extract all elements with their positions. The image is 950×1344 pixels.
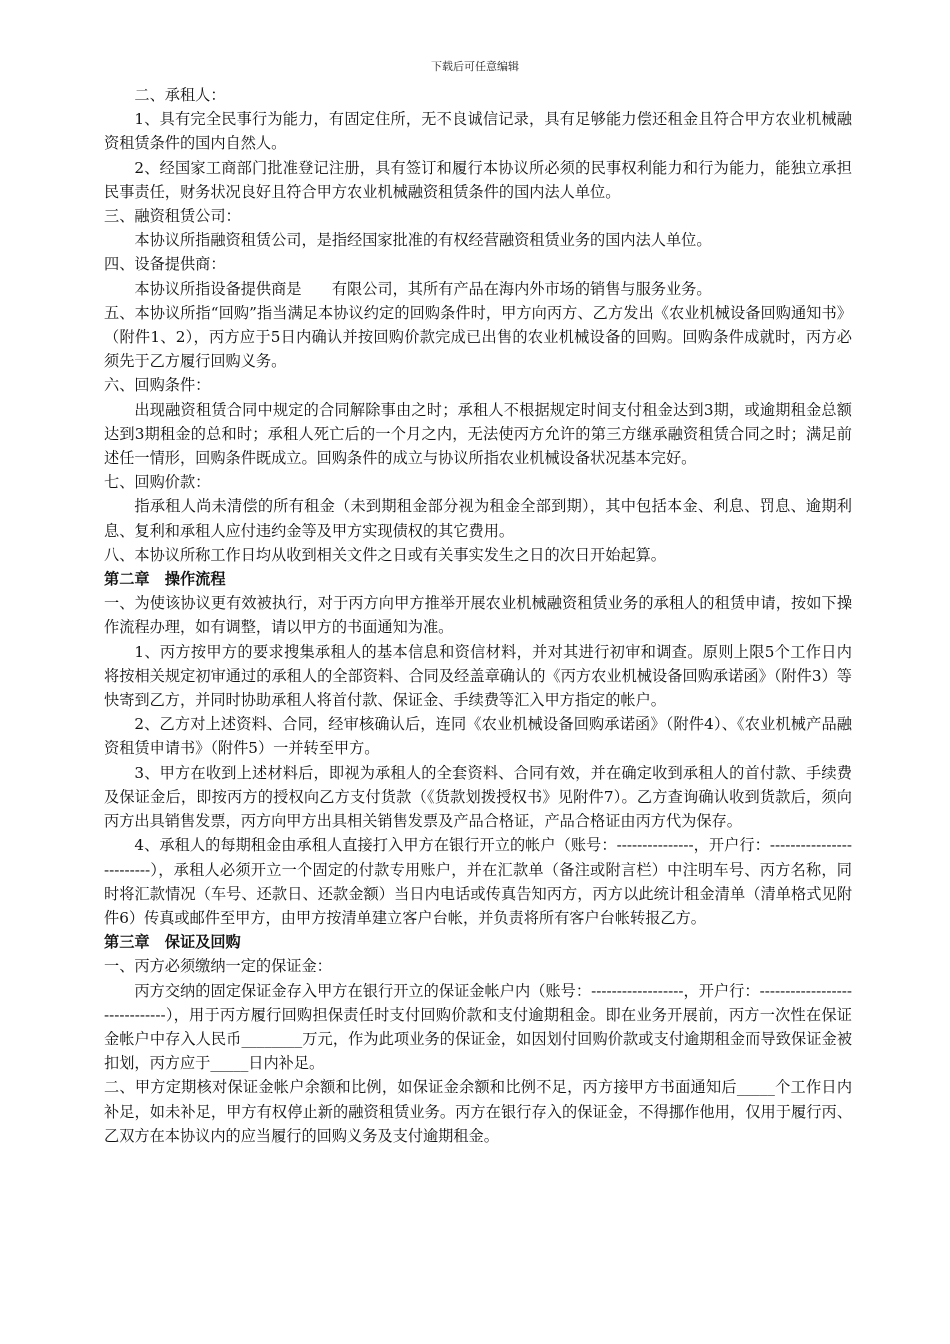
paragraph: 出现融资租赁合同中规定的合同解除事由之时；承租人不根据规定时间支付租金达到3期，或逾期租金总额达到3期租金的总和时；承租人死亡后的一个月之内，无法使丙方允许的第三方继承融资租赁合同之时；满足前述任一情形，回购条件既成立。回购条件的成立与协议所指农业机械设备状况基本完好。 (104, 400, 852, 468)
paragraph: 八、本协议所称工作日均从收到相关文件之日或有关事实发生之日的次日开始起算。 (104, 545, 666, 564)
paragraph: 2、经国家工商部门批准登记注册，具有签订和履行本协议所必须的民事权利能力和行为能力，能独立承担民事责任，财务状况良好且符合甲方农业机械融资租赁条件的国内法人单位。 (104, 158, 852, 201)
chapter-heading: 第三章 保证及回购 (104, 933, 241, 952)
paragraph: 五、本协议所指“回购”指当满足本协议约定的回购条件时，甲方向丙方、乙方发出《农业机械设备回购通知书》（附件1、2），丙方应于5日内确认并按回购价款完成已出售的农业机械设备的回购。回购条件成就时，丙方必须先于乙方履行回购义务。 (104, 303, 852, 371)
paragraph: 指承租人尚未清偿的所有租金（未到期租金部分视为租金全部到期），其中包括本金、利息、罚息、逾期利息、复利和承租人应付违约金等及甲方实现债权的其它费用。 (104, 497, 852, 540)
paragraph: 一、丙方必须缴纳一定的保证金： (104, 957, 332, 976)
paragraph: 本协议所指设备提供商是 有限公司，其所有产品在海内外市场的销售与服务业务。 (134, 279, 712, 298)
paragraph: 1、丙方按甲方的要求搜集承租人的基本信息和资信材料，并对其进行初审和调查。原则上限5个工作日内将按相关规定初审通过的承租人的全部资料、合同及经盖章确认的《丙方农业机械设备回购承诺函》（附件3）等快寄到乙方，并同时协助承租人将首付款、保证金、手续费等汇入甲方指定的帐户。 (104, 642, 852, 710)
paragraph: 1、具有完全民事行为能力，有固定住所，无不良诚信记录，具有足够能力偿还租金且符合甲方农业机械融资租赁条件的国内自然人。 (104, 110, 852, 153)
document-body (104, 83, 852, 1148)
paragraph: 本协议所指融资租赁公司，是指经国家批准的有权经营融资租赁业务的国内法人单位。 (134, 231, 712, 250)
paragraph: 三、融资租赁公司： (104, 207, 241, 226)
paragraph: 4、承租人的每期租金由承租人直接打入甲方在银行开立的帐户（账号：---------------，开户行：-------------------------），承租人必须开立一个固定的付款专用账户，并在汇款单（备注或附言栏）中注明车号、丙方名称，同时将汇款情况（车号、还款日、还款金额）当日内电话或传真告知丙方，丙方以此统计租金清单（清单格式见附件6）传真或邮件至甲方，由甲方按清单建立客户台帐，并负责将所有客户台帐转报乙方。 (104, 836, 852, 927)
paragraph: 二、承租人： (134, 86, 226, 104)
paragraph: 七、回购价款： (104, 473, 211, 492)
paragraph: 四、设备提供商： (104, 255, 226, 274)
chapter-heading: 第二章 操作流程 (104, 570, 226, 589)
paragraph: 2、乙方对上述资料、合同，经审核确认后，连同《农业机械设备回购承诺函》（附件4）、《农业机械产品融资租赁申请书》（附件5）一并转至甲方。 (104, 715, 852, 758)
paragraph: 3、甲方在收到上述材料后，即视为承租人的全套资料、合同有效，并在确定收到承租人的首付款、手续费及保证金后，即按丙方的授权向乙方支付货款（《货款划拨授权书》见附件7）。乙方查询确认收到货款后，须向丙方出具销售发票，丙方向甲方出具相关销售发票及产品合格证，产品合格证由丙方代为保存。 (104, 763, 852, 831)
paragraph: 二、甲方定期核对保证金帐户余额和比例，如保证金余额和比例不足，丙方接甲方书面通知后_____个工作日内补足，如未补足，甲方有权停止新的融资租赁业务。丙方在银行存入的保证金，不得挪作他用，仅用于履行丙、乙双方在本协议内的应当履行的回购义务及支付逾期租金。 (104, 1078, 852, 1145)
page-header: 下载后可任意编辑 (431, 60, 519, 73)
paragraph: 六、回购条件： (104, 376, 211, 395)
paragraph: 一、为使该协议更有效被执行，对于丙方向甲方推举开展农业机械融资租赁业务的承租人的租赁申请，按如下操作流程办理，如有调整，请以甲方的书面通知为准。 (104, 594, 852, 637)
paragraph: 丙方交纳的固定保证金存入甲方在银行开立的保证金帐户内（账号：------------------，开户行：------------------------------），用于丙方履行回购担保责任时支付回购价款和支付逾期租金。即在业务开展前，丙方一次性在保证金帐户中存入人民币________万元，作为此项业务的保证金，如因划付回购价款或支付逾期租金而导致保证金被扣划，丙方应于_____日内补足。 (104, 981, 852, 1073)
